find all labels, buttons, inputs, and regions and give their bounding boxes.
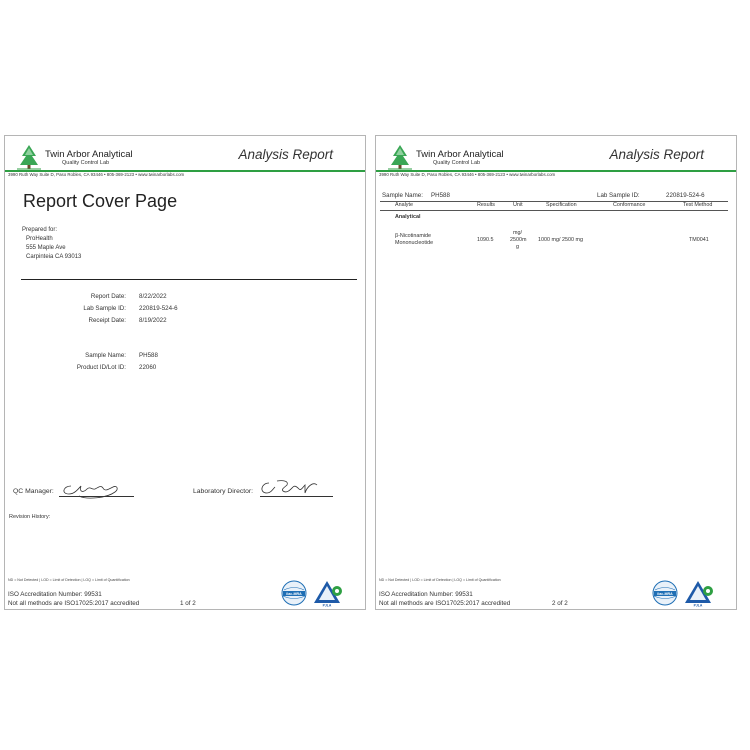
lab-director-signature-line	[260, 496, 333, 497]
revision-history-label: Revision History:	[9, 514, 51, 520]
iso-accreditation-note: Not all methods are ISO17025:2017 accredited	[379, 600, 511, 607]
tree-logo-icon	[17, 144, 41, 170]
report-title: Analysis Report	[238, 147, 333, 162]
qc-manager-signature-line	[59, 496, 134, 497]
report-title: Analysis Report	[609, 147, 704, 162]
col-header-test-method: Test Method	[683, 202, 713, 208]
iso-accreditation-note: Not all methods are ISO17025:2017 accredited	[8, 600, 140, 607]
col-header-unit: Unit	[513, 202, 523, 208]
svg-text:ilac-MRA: ilac-MRA	[286, 592, 302, 597]
product-lot-id-value: 22060	[139, 364, 157, 371]
analyte-cell-line-2: Mononucleotide	[395, 240, 434, 246]
col-header-conformance: Conformance	[613, 202, 646, 208]
section-divider	[21, 279, 357, 280]
sample-name-value: PH588	[431, 192, 450, 199]
report-page-1	[4, 135, 366, 610]
sample-name-label: Sample Name:	[382, 192, 423, 199]
col-header-specification: Specification	[546, 202, 577, 208]
lab-sample-id-value: 220819-524-6	[139, 305, 178, 312]
client-city: Carpinteia CA 93013	[26, 254, 82, 260]
company-name: Twin Arbor Analytical	[416, 149, 504, 160]
qc-manager-label: QC Manager:	[13, 488, 54, 495]
tree-logo-icon	[388, 144, 412, 170]
product-lot-id-label: Product ID/Lot ID:	[76, 364, 126, 371]
company-address: 3990 Ruth Way Suite D, Paso Robles, CA 93446 • 805-369-2123 • www.twinarborlabs.com	[8, 172, 185, 177]
report-date-label: Report Date:	[90, 293, 126, 300]
client-street: 555 Maple Ave	[26, 245, 66, 251]
svg-text:ilac-MRA: ilac-MRA	[657, 592, 673, 597]
company-name: Twin Arbor Analytical	[45, 149, 133, 160]
page-number: 1 of 2	[180, 600, 196, 607]
col-header-analyte: Analyte	[395, 202, 413, 208]
abbreviation-legend: ND = Not Detected | LOD = Limit of Detection | LOQ = Limit of Quantification	[8, 578, 130, 582]
sample-name-value: PH588	[139, 352, 158, 359]
result-cell: 1090.5	[477, 237, 494, 243]
lab-sample-id-label: Lab Sample ID:	[83, 305, 126, 312]
report-page-2	[375, 135, 737, 610]
lab-director-label: Laboratory Director:	[193, 488, 254, 495]
pjla-logo	[685, 581, 713, 607]
prepared-for-label: Prepared for:	[22, 227, 58, 233]
accreditation-logos	[652, 579, 718, 607]
lab-sample-id-value: 220819-524-6	[666, 192, 705, 199]
iso-accreditation-number: ISO Accreditation Number: 99531	[8, 591, 102, 598]
analyte-cell-line-1: β-Nicotinamide	[395, 233, 432, 239]
receipt-date-label: Receipt Date:	[88, 317, 126, 324]
svg-text:PJLA: PJLA	[322, 603, 332, 607]
client-name: ProHealth	[26, 236, 53, 242]
table-header-rule	[380, 210, 728, 211]
receipt-date-value: 8/19/2022	[139, 317, 167, 324]
company-subtitle: Quality Control Lab	[433, 160, 481, 166]
pjla-logo	[314, 581, 342, 607]
svg-text:PJLA: PJLA	[693, 603, 703, 607]
sample-name-label: Sample Name:	[85, 352, 126, 359]
ilac-mra-logo	[653, 581, 677, 605]
test-method-cell: TM0041	[689, 237, 709, 243]
specification-cell: 1000 mg/ 2500 mg	[538, 237, 583, 243]
cover-page-title: Report Cover Page	[23, 191, 178, 211]
unit-cell-line-1: mg/	[513, 230, 522, 236]
unit-cell-line-2: 2500m	[510, 237, 527, 243]
iso-accreditation-number: ISO Accreditation Number: 99531	[379, 591, 473, 598]
qc-manager-signature	[57, 480, 127, 502]
unit-cell-line-3: g	[516, 244, 519, 250]
accreditation-logos	[281, 579, 347, 607]
lab-sample-id-label: Lab Sample ID:	[597, 192, 640, 199]
page-number: 2 of 2	[552, 600, 568, 607]
company-address: 3990 Ruth Way Suite D, Paso Robles, CA 93446 • 805-369-2123 • www.twinarborlabs.com	[379, 172, 556, 177]
abbreviation-legend: ND = Not Detected | LOD = Limit of Detection | LOQ = Limit of Quantification	[379, 578, 501, 582]
ilac-mra-logo	[282, 581, 306, 605]
section-analytical: Analytical	[395, 214, 421, 220]
company-subtitle: Quality Control Lab	[62, 160, 110, 166]
col-header-results: Results	[477, 202, 495, 208]
report-date-value: 8/22/2022	[139, 293, 167, 300]
